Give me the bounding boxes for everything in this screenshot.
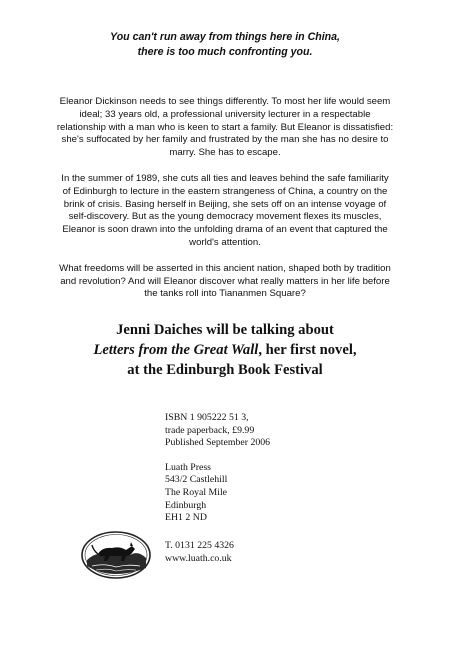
- blurb-paragraph-2: In the summer of 1989, she cuts all ties and leaves behind the safe familiarity of Edinburgh to lecture in the eastern strangeness of China, a country on the brink of crisis. Basing herself in Beijing, she sets off on an intense voyage of self-discovery. But as the young democracy movement flexes its muscles, Eleanor is soon drawn into the unfolding drama of an event that captured the world's attention.: [61, 172, 389, 248]
- tagline: [60, 30, 390, 60]
- book-title: Letters from the Great Wall: [93, 342, 259, 358]
- isbn: ISBN 1 905222 51 3,: [165, 412, 249, 423]
- blurb: [56, 96, 394, 314]
- phone-number: T. 0131 225 4326: [165, 540, 234, 551]
- format-price: trade paperback, £9.99: [165, 424, 255, 436]
- address-postcode: EH1 2 ND: [165, 512, 207, 524]
- event-line-2-suffix: , her first novel,: [258, 342, 357, 358]
- website-link[interactable]: www.luath.co.uk: [165, 552, 232, 564]
- blurb-paragraph-1: Eleanor Dickinson needs to see things differently. To most her life would seem ideal; 33 years old, a professional university lecturer in a respectable relationship with a man who is keen to start a family. But Eleanor is dissatisfied: she's suffocated by her family and frustrated by the man she has no desire to marry. She has to escape.: [56, 96, 394, 159]
- contact-info: [165, 540, 234, 565]
- address-city: Edinburgh: [165, 499, 207, 511]
- event-line-2: [40, 340, 410, 360]
- tagline-line-2: there is too much confronting you.: [137, 46, 313, 58]
- tagline-line-1: You can't run away from things here in China,: [110, 31, 340, 43]
- publisher-name: Luath Press: [165, 461, 211, 473]
- publication-details: [165, 412, 325, 537]
- address-line-1: 543/2 Castlehill: [165, 474, 228, 486]
- event-announcement: [40, 320, 410, 380]
- address-line-2: The Royal Mile: [165, 486, 228, 498]
- blurb-paragraph-3: What freedoms will be asserted in this ancient nation, shaped both by tradition and revolution? And will Eleanor discover what really matters in her life before the tanks roll into Tiananmen Square?: [59, 262, 391, 300]
- publication-date: Published September 2006: [165, 437, 271, 449]
- event-line-1: Jenni Daiches will be talking about: [116, 322, 334, 338]
- luath-press-logo-icon: [80, 528, 152, 580]
- event-line-3: at the Edinburgh Book Festival: [127, 362, 323, 378]
- publisher-address: [165, 462, 325, 525]
- book-info: [165, 412, 325, 450]
